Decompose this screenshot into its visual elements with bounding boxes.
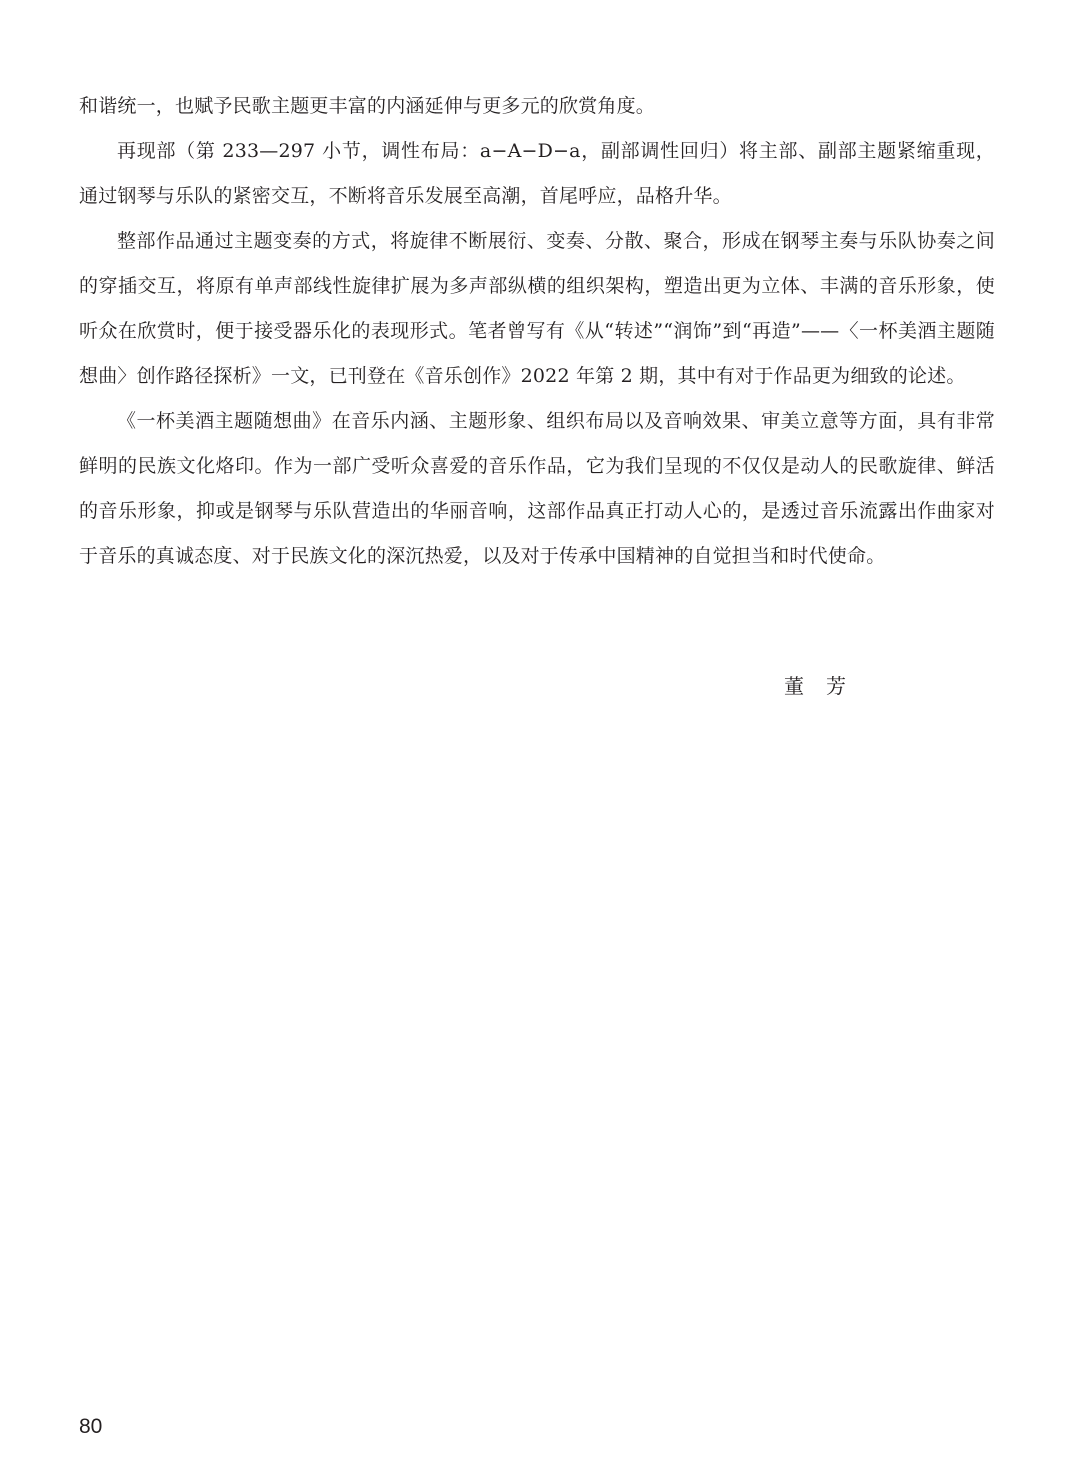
paragraph-conclusion: 《一杯美酒主题随想曲》在音乐内涵、主题形象、组织布局以及音响效果、审美立意等方面，具有非常鲜明的民族文化烙印。作为一部广受听众喜爱的音乐作品，它为我们呈现的不仅仅是动人的民歌旋律、鲜活的音乐形象，抑或是钢琴与乐队营造出的华丽音响，这部作品真正打动人心的，是透过音乐流露出作曲家对于音乐的真诚态度、对于民族文化的深沉热爱，以及对于传承中国精神的自觉担当和时代使命。 <box>79 410 995 567</box>
page-number: 80 <box>79 1415 103 1438</box>
author-name: 董芳 <box>784 674 868 698</box>
paragraph-variation-technique: 整部作品通过主题变奏的方式，将旋律不断展衍、变奏、分散、聚合，形成在钢琴主奏与乐队协奏之间的穿插交互，将原有单声部线性旋律扩展为多声部纵横的组织架构，塑造出更为立体、丰满的音乐形象，使听众在欣赏时，便于接受器乐化的表现形式。笔者曾写有《从“转述”“润饰”到“再造”——〈一杯美酒主题随想曲〉创作路径探析》一文，已刊登在《音乐创作》2022 年第 2 期，其中有对于作品更为细致的论述。 <box>79 230 995 387</box>
paragraph-recapitulation: 再现部（第 233—297 小节，调性布局：a−A−D−a，副部调性回归）将主部、副部主题紧缩重现，通过钢琴与乐队的紧密交互，不断将音乐发展至高潮，首尾呼应，品格升华。 <box>79 140 995 207</box>
paragraph-continued: 和谐统一，也赋予民歌主题更丰富的内涵延伸与更多元的欣赏角度。 <box>79 95 656 117</box>
article-body <box>79 84 995 579</box>
